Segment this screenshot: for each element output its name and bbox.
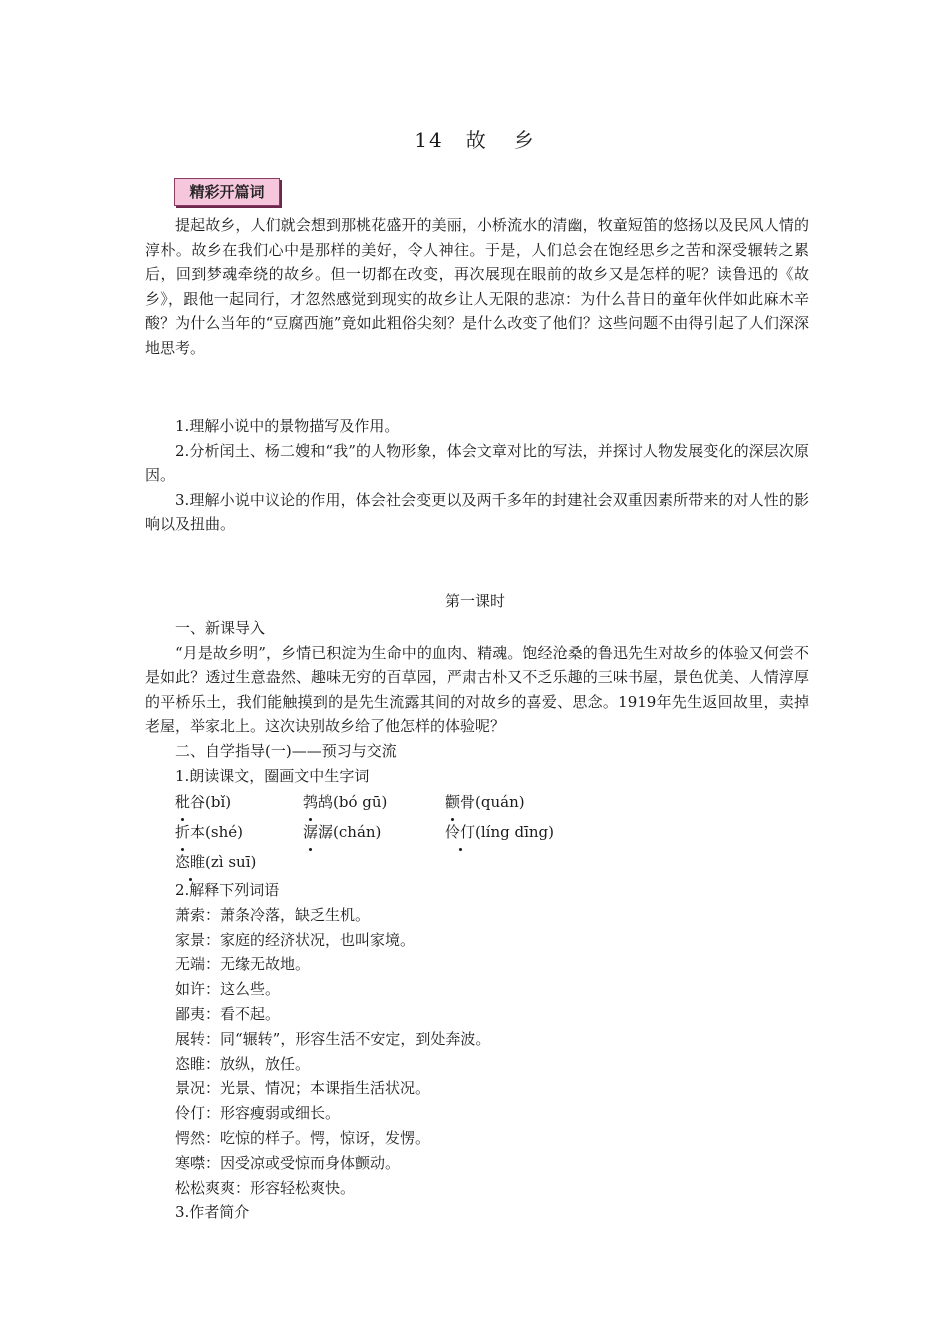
vocab-word: 恣睢(zì suī) [175,850,256,875]
goal-item: 2.分析闰土、杨二嫂和“我”的人物形象，体会文章对比的写法，并探讨人物发展变化的深层次原因。 [145,441,809,485]
numbered-item: 2.解释下列词语 [175,881,280,900]
title-char-2: 乡 [513,128,536,152]
definition-item: 展转：同“辗转”，形容生活不安定，到处奔波。 [175,1029,491,1048]
intro-paragraph: 提起故乡，人们就会想到那桃花盛开的美丽，小桥流水的清幽，牧童短笛的悠扬以及民风人情的淳朴。故乡在我们心中是那样的美好，令人神往。于是，人们总会在饱经思乡之苦和深受辗转之累后，回到梦魂牵绕的故乡。但一切都在改变，再次展现在眼前的故乡又是怎样的呢？读鲁迅的《故乡》，跟他一起同行，才忽然感觉到现实的故乡让人无限的悲凉：为什么昔日的童年伙伴如此麻木辛酸？为什么当年的“豆腐西施”竟如此粗俗尖刻？是什么改变了他们？这些问题不由得引起了人们深深地思考。 [145,216,809,357]
vocab-word: 折本(shé) [175,820,243,845]
learning-goals [145,414,809,537]
numbered-item: 1.朗读课文，圈画文中生字词 [175,766,370,785]
definition-item: 寒噤：因受凉或受惊而身体颤动。 [175,1153,401,1172]
definition-item: 伶仃：形容瘦弱或细长。 [175,1104,341,1123]
definition-item: 景况：光景、情况；本课指生活状况。 [175,1079,431,1098]
definition-item: 家景：家庭的经济状况，也叫家境。 [175,930,416,949]
page-title [0,124,950,153]
lesson-number: 14 [414,128,444,152]
title-char-1: 故 [465,128,488,152]
definition-item: 萧索：萧条冷落，缺乏生机。 [175,905,371,924]
lesson-body [145,616,809,1225]
vocab-row [145,848,809,878]
vocab-word: 鹁鸪(bó gū) [303,790,387,815]
definition-item: 无端：无缘无故地。 [175,955,311,974]
vocab-row [145,818,809,848]
numbered-item: 3.作者简介 [175,1203,250,1222]
lesson-heading: 第一课时 [444,592,505,610]
definition-item: 愕然：吃惊的样子。愕，惊讶，发愣。 [175,1128,431,1147]
goal-item: 1.理解小说中的景物描写及作用。 [175,417,400,435]
intro-section [145,213,809,361]
definition-item: 恣睢：放纵，放任。 [175,1054,311,1073]
definition-item: 鄙夷：看不起。 [175,1004,281,1023]
vocab-word: 伶仃(líng dīng) [445,820,554,845]
definition-item: 松松爽爽：形容轻松爽快。 [175,1178,356,1197]
section-badge: 精彩开篇词 [174,178,280,206]
section-paragraph: “月是故乡明”，乡情已积淀为生命中的血肉、精魂。饱经沧桑的鲁迅先生对故乡的体验又何尝不是如此？透过生意盎然、趣味无穷的百草园，严肃古朴又不乏乐趣的三味书屋，景色优美、人情淳厚的平桥乐土，我们能触摸到的是先生流露其间的对故乡的喜爱、思念。1919年先生返回故里，卖掉老屋，举家北上。这次诀别故乡给了他怎样的体验呢？ [145,643,809,736]
section-heading: 二、自学指导(一)——预习与交流 [175,741,397,760]
definition-item: 如许：这么些。 [175,980,281,999]
goal-item: 3.理解小说中议论的作用，体会社会变更以及两千多年的封建社会双重因素所带来的对人性的影响以及扭曲。 [145,490,809,534]
vocab-word: 颧骨(quán) [445,790,525,815]
vocab-word: 潺潺(chán) [303,820,381,845]
vocab-row [145,788,809,818]
section-heading: 一、新课导入 [175,619,266,637]
vocab-word: 秕谷(bǐ) [175,790,231,815]
